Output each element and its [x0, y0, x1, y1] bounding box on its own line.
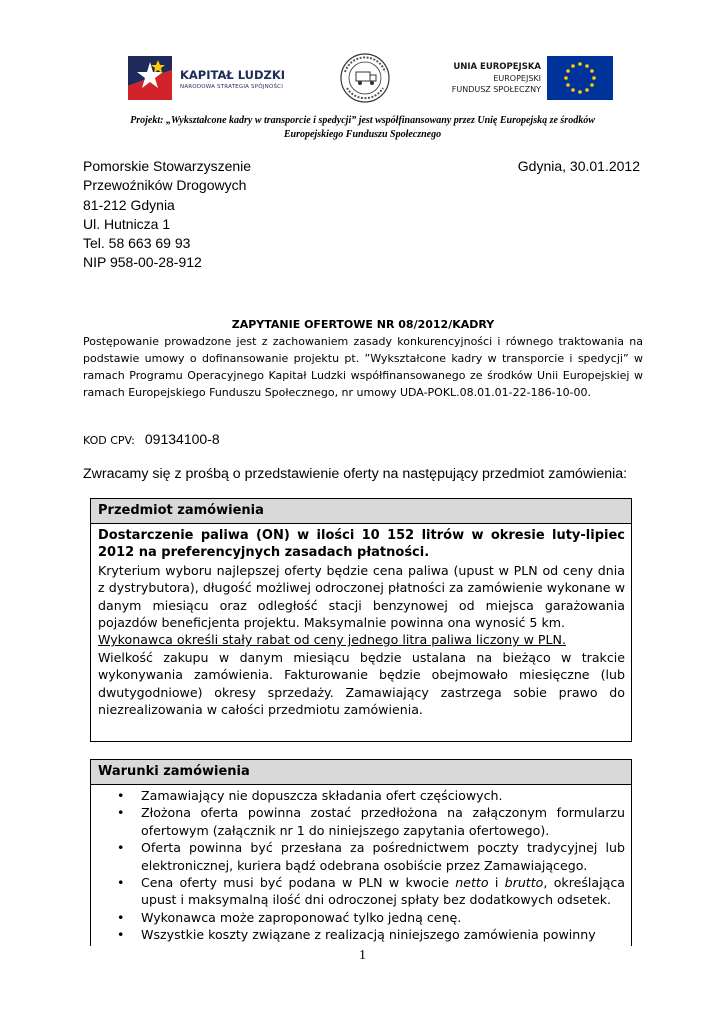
list-item: [117, 787, 625, 804]
price-text-c: , określająca upust i maksymalną ilość dni odroczonej spłaty bez dodatkowych odsetek.: [141, 875, 625, 908]
eu-line-3: FUNDUSZ SPOŁECZNY: [451, 85, 541, 94]
cpv-value: 09134100-8: [144, 431, 220, 447]
eu-line-1: UNIA EUROPEJSKA: [453, 62, 541, 72]
price-brutto: brutto: [504, 875, 544, 891]
eu-flag-icon: [547, 56, 613, 100]
subject-criteria: Kryterium wyboru najlepszej oferty będzie cena paliwa (upust w PLN od ceny dnia z dystrybutora), długość możliwej odroczonej płatności za zamówienie wykonane w danym miesiącu oraz odległość stacji benzynowej od miejsca garażowania pojazdów beneficjenta projektu. Maksymalnie powinna ona wynosić 5 km.: [98, 562, 625, 631]
subject-lead: Dostarczenie paliwa (ON) w ilości 10 152 litrów w okresie luty-lipiec 2012 na preferencyjnych zasadach płatności.: [98, 528, 625, 561]
sender-line-5: Tel. 58 663 69 93: [83, 235, 191, 252]
condition-text: Wszystkie koszty związane z realizacją niniejszego zamówienia powinny: [141, 927, 596, 943]
list-item: [117, 874, 625, 909]
list-item: [117, 909, 625, 926]
document-title: ZAPYTANIE OFERTOWE NR 08/2012/KADRY: [231, 318, 495, 331]
condition-text: Wykonawca może zaproponować tylko jedną cenę.: [141, 909, 462, 925]
page-number: 1: [359, 948, 366, 963]
price-text-a: Cena oferty musi być podana w PLN w kwocie: [141, 875, 456, 891]
sender-line-2: Przewoźników Drogowych: [83, 177, 247, 194]
kapital-ludzki-logo: [128, 56, 286, 102]
subject-details: Wielkość zakupu w danym miesiącu będzie ustalana na bieżąco w trakcie wykonywania zamówienia. Fakturowanie będzie obejmowało miesięczne (lub dwutygodniowe) okresy sprzedaży. Zamawiający zastrzega sobie prawo do niezrealizowania w całości przedmiotu zamówienia.: [98, 649, 625, 718]
sender-line-6: NIP 958-00-28-912: [83, 254, 202, 271]
bullet-icon: •: [117, 875, 125, 891]
request-sentence: Zwracamy się z prośbą o przedstawienie oferty na następujący przedmiot zamówienia:: [83, 466, 628, 482]
association-seal-icon: [339, 52, 391, 104]
kapital-ludzki-star-icon: [128, 56, 172, 100]
condition-text: Zamawiający nie dopuszcza składania ofert częściowych.: [141, 788, 503, 803]
conditions-list: [91, 787, 625, 944]
cpv-code: [83, 430, 220, 450]
sender-line-1: Pomorskie Stowarzyszenie: [83, 158, 252, 174]
sender-line-4: Ul. Hutnicza 1: [83, 215, 171, 232]
kapital-ludzki-subtitle: NARODOWA STRATEGIA SPÓJNOŚCI: [180, 84, 284, 90]
sender-line-3: 81-212 Gdynia: [83, 196, 175, 213]
bullet-icon: •: [117, 805, 125, 821]
project-note-line-2: Europejskiego Funduszu Społecznego: [283, 129, 442, 140]
project-note-line-1: Projekt: „Wykształcone kadry w transporcie i spedycji” jest współfinansowany przez Unię Europejską ze środków: [130, 115, 595, 126]
price-text-b: i: [488, 875, 505, 891]
subject-heading: Przedmiot zamówienia: [91, 499, 631, 524]
bullet-icon: •: [117, 840, 125, 856]
eu-logo: [451, 56, 615, 102]
cpv-label: KOD CPV:: [83, 434, 135, 447]
bullet-icon: •: [117, 788, 125, 803]
project-cofinancing-note: [100, 114, 625, 142]
list-item: [117, 804, 625, 839]
header-logos: [0, 50, 725, 108]
conditions-heading: Warunki zamówienia: [91, 760, 631, 785]
intro-paragraph: Postępowanie prowadzone jest z zachowaniem zasady konkurencyjności i równego traktowania na podstawie umowy o dofinansowanie projektu pt. ”Wykształcone kadry w transporcie i spedycji” w ramach Programu Operacyjnego Kapitał Ludzki współfinansowanego ze środków Unii Europejskiej w ramach Europejskiego Funduszu Społecznego, nr umowy UDA-POKL.08.01.01-22-186-10-00.: [83, 335, 643, 399]
subject-discount-note: Wykonawca określi stały rabat od ceny jednego litra paliwa liczony w PLN.: [98, 632, 566, 648]
bullet-icon: •: [117, 927, 125, 943]
place-and-date: Gdynia, 30.01.2012: [517, 158, 640, 174]
condition-text: Oferta powinna być przesłana za pośrednictwem poczty tradycyjnej lub elektronicznej, kuriera bądź odebrana osobiście przez Zamawiającego.: [141, 840, 625, 873]
eu-line-2: EUROPEJSKI: [493, 74, 541, 83]
subject-body: [91, 524, 631, 718]
list-item: [117, 839, 625, 874]
order-conditions-box: [90, 759, 632, 946]
condition-text: Złożona oferta powinna zostać przedłożona na załączonym formularzu ofertowym (załącznik nr 1 do niniejszego zapytania ofertowego).: [141, 805, 625, 838]
sender-address: [83, 157, 251, 273]
kapital-ludzki-title: KAPITAŁ LUDZKI: [180, 68, 286, 82]
bullet-icon: •: [117, 909, 125, 925]
list-item: [117, 926, 625, 943]
price-netto: netto: [455, 875, 489, 891]
subject-of-order-box: [90, 498, 632, 742]
